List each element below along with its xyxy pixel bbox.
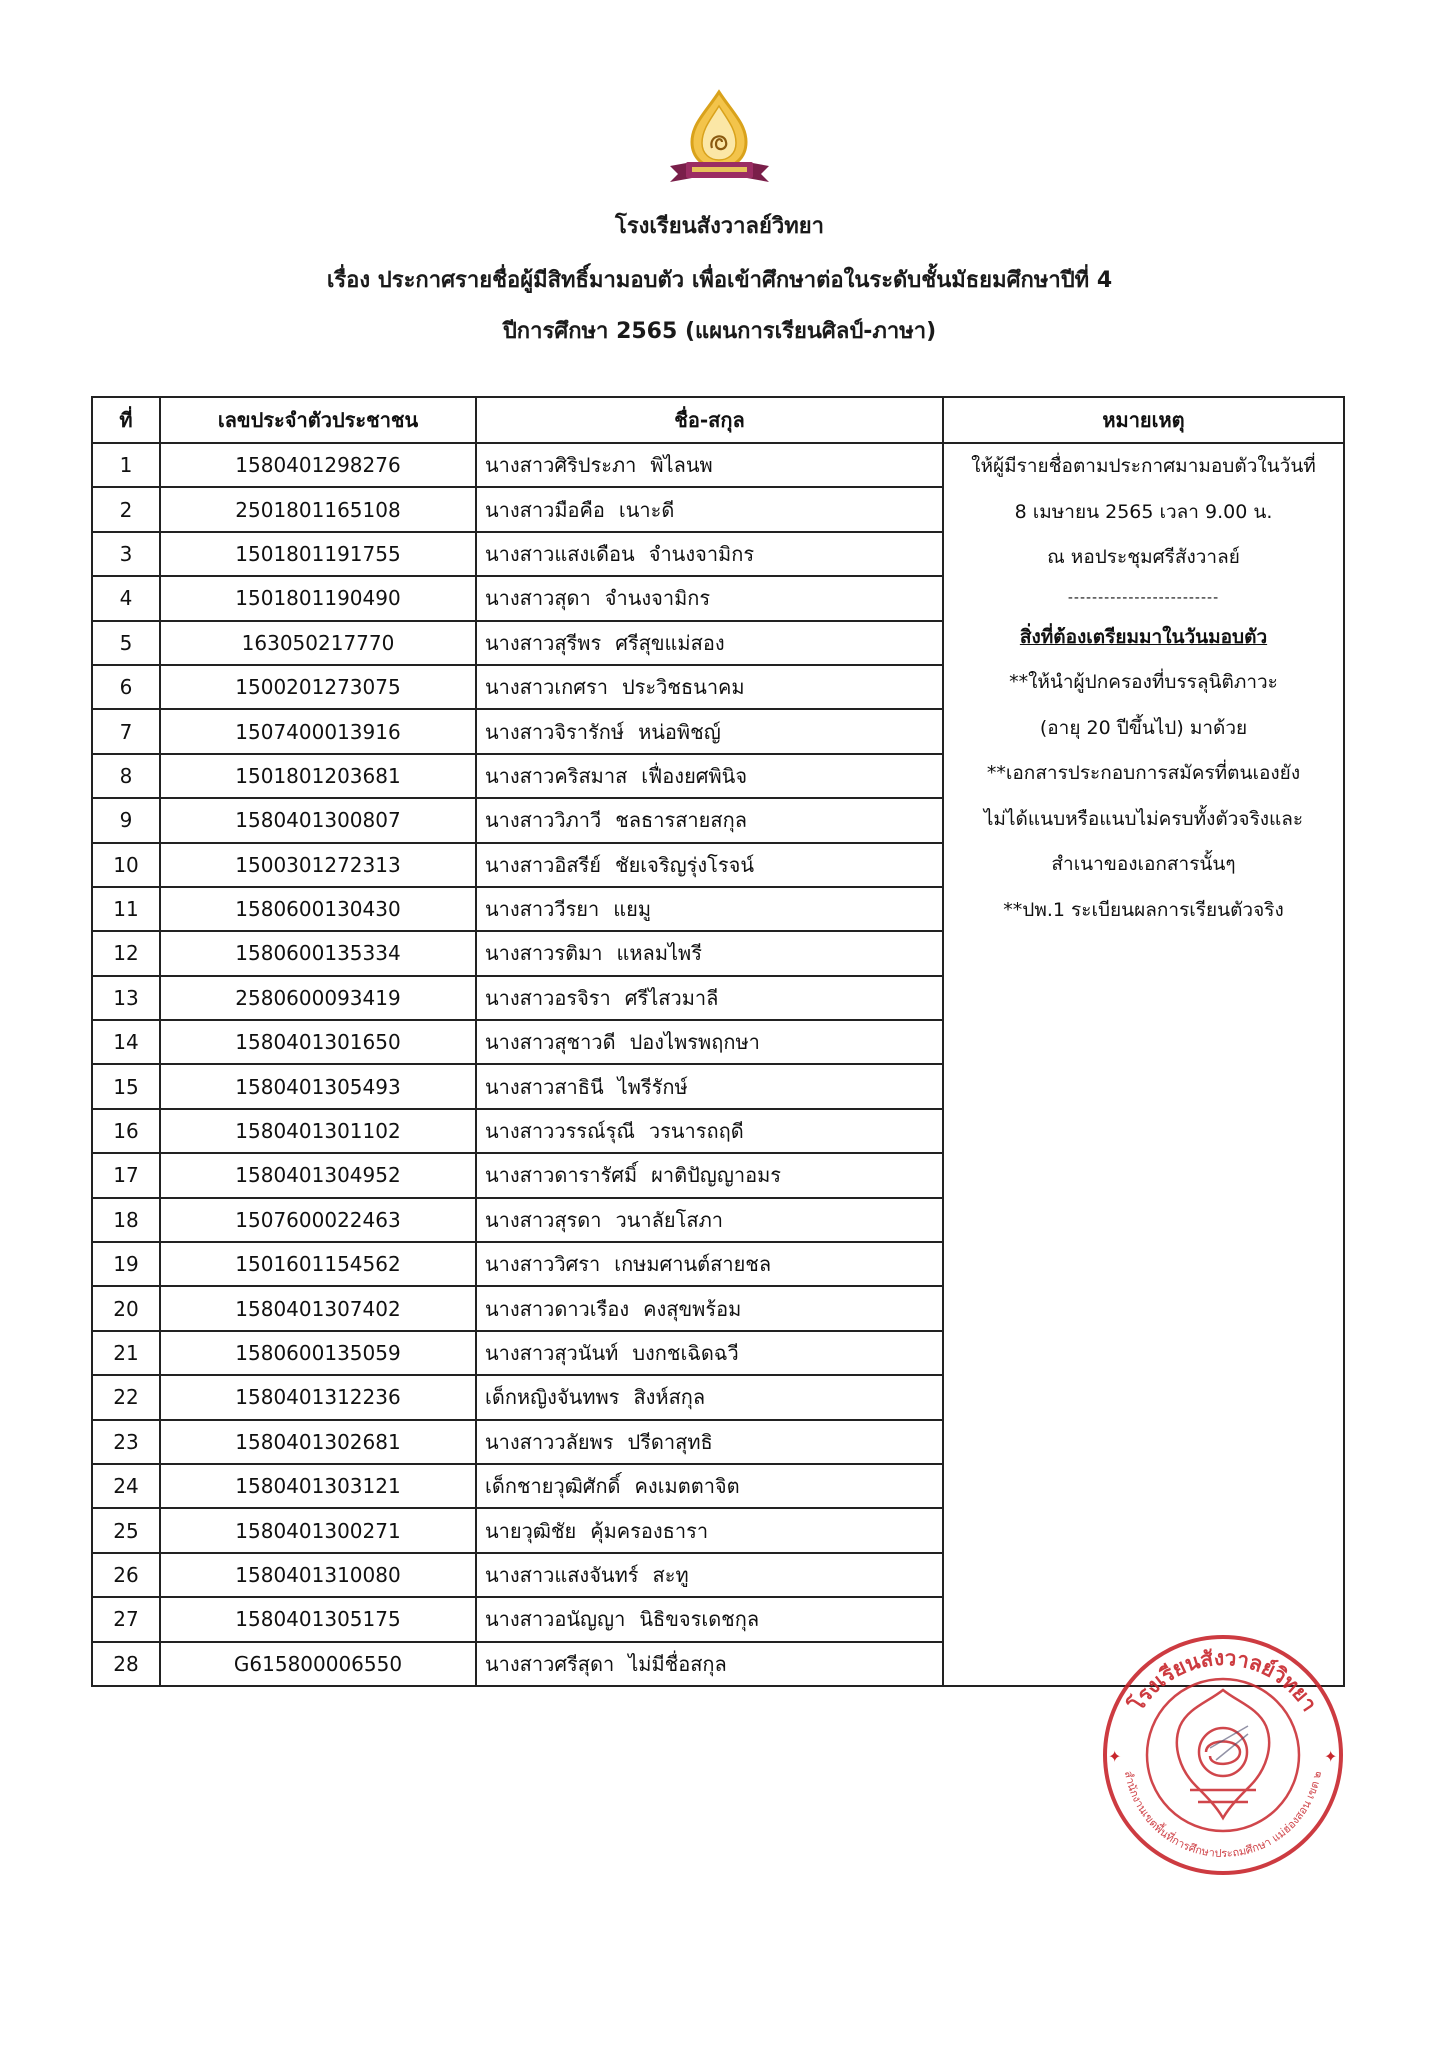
first-name: นางสาวอนัญญา [485, 1607, 626, 1632]
student-name [476, 532, 943, 576]
citizen-id: 1500301272313 [160, 843, 476, 887]
last-name: เนาะดี [618, 497, 675, 522]
remark-line-3: ณ หอประชุมศรีสังวาลย์ [1047, 546, 1240, 568]
remark-separator: ------------------------- [1067, 589, 1220, 606]
first-name: นางสาวสุชาวดี [485, 1030, 616, 1055]
row-number: 25 [92, 1508, 160, 1552]
svg-text:✦: ✦ [1108, 1747, 1122, 1766]
last-name: เกษมศานต์สายชล [614, 1252, 772, 1277]
citizen-id: 1580401302681 [160, 1420, 476, 1464]
first-name: นางสาวดารารัศมิ์ [485, 1163, 638, 1188]
citizen-id: 1501801203681 [160, 754, 476, 798]
citizen-id: G615800006550 [160, 1642, 476, 1686]
student-name [476, 576, 943, 620]
student-name [476, 976, 943, 1020]
first-name: นางสาวรติมา [485, 941, 603, 966]
row-number: 24 [92, 1464, 160, 1508]
remark-item-1a: **ให้นำผู้ปกครองที่บรรลุนิติภาวะ [1009, 671, 1278, 693]
row-number: 5 [92, 621, 160, 665]
last-name: วรนารถฤดี [648, 1119, 744, 1144]
last-name: ศรีไสวมาลี [624, 985, 719, 1010]
first-name: นางสาวศรีสุดา [485, 1651, 615, 1676]
first-name: นางสาวอรจิรา [485, 985, 611, 1010]
last-name: ปองไพรพฤกษา [629, 1030, 760, 1055]
table-body [92, 443, 1344, 1686]
student-name [476, 621, 943, 665]
first-name: นางสาวคริสมาส [485, 763, 628, 788]
first-name: นางสาวดาวเรือง [485, 1296, 630, 1321]
row-number: 7 [92, 709, 160, 753]
student-name [476, 443, 943, 487]
remark-line-1: ให้ผู้มีรายชื่อตามประกาศมามอบตัวในวันที่ [971, 455, 1316, 477]
student-name [476, 1597, 943, 1641]
row-number: 3 [92, 532, 160, 576]
student-name [476, 843, 943, 887]
row-number: 20 [92, 1286, 160, 1330]
last-name: บงกชเฉิดฉวี [632, 1341, 739, 1365]
row-number: 10 [92, 843, 160, 887]
student-name [476, 1331, 943, 1375]
citizen-id: 1580401300807 [160, 798, 476, 842]
student-name [476, 1553, 943, 1597]
student-name [476, 1464, 943, 1508]
last-name: ไพรีรักษ์ [617, 1074, 688, 1099]
student-name [476, 1286, 943, 1330]
citizen-id: 1501801191755 [160, 532, 476, 576]
first-name: นางสาววิภาวี [485, 808, 602, 833]
first-name: นางสาวสุรดา [485, 1207, 602, 1232]
citizen-id: 2501801165108 [160, 487, 476, 531]
row-number: 14 [92, 1020, 160, 1064]
citizen-id: 1580401300271 [160, 1508, 476, 1552]
column-header-name: ชื่อ-สกุล [476, 397, 943, 443]
row-number: 28 [92, 1642, 160, 1686]
last-name: ชัยเจริญรุ่งโรจน์ [615, 852, 755, 877]
citizen-id: 1580401304952 [160, 1153, 476, 1197]
last-name: ผาติปัญญาอมร [651, 1163, 782, 1188]
citizen-id: 1500201273075 [160, 665, 476, 709]
official-seal-icon [1098, 1630, 1348, 1880]
first-name: นางสาววลัยพร [485, 1429, 614, 1454]
last-name: สิงห์สกุล [633, 1385, 706, 1410]
first-name: นางสาววรรณ์รุณี [485, 1119, 635, 1144]
citizen-id: 1580600135059 [160, 1331, 476, 1375]
first-name: นางสาวสุดา [485, 586, 591, 611]
last-name: จำนงจามิกร [648, 541, 755, 566]
remark-item-2b: ไม่ได้แนบหรือแนบไม่ครบทั้งตัวจริงและ [983, 807, 1304, 830]
student-name [476, 1375, 943, 1419]
citizen-id: 163050217770 [160, 621, 476, 665]
school-logo-icon [662, 88, 777, 188]
student-name [476, 1020, 943, 1064]
student-name [476, 1242, 943, 1286]
column-header-id: เลขประจำตัวประชาชน [160, 397, 476, 443]
row-number: 12 [92, 931, 160, 975]
row-number: 8 [92, 754, 160, 798]
student-name [476, 1153, 943, 1197]
student-name [476, 887, 943, 931]
student-name [476, 709, 943, 753]
student-name [476, 1198, 943, 1242]
student-name [476, 1109, 943, 1153]
first-name: นางสาวเกศรา [485, 675, 608, 700]
table-header-row [92, 397, 1344, 443]
first-name: นางสาววีรยา [485, 897, 600, 922]
last-name: แหลมไพรี [616, 941, 702, 966]
first-name: นางสาวแสงเดือน [485, 541, 635, 566]
student-name [476, 1064, 943, 1108]
row-number: 15 [92, 1064, 160, 1108]
row-number: 23 [92, 1420, 160, 1464]
svg-text:สำนักงานเขตพื้นที่การศึกษาประถ: สำนักงานเขตพื้นที่การศึกษาประถมศึกษา แม่ฮ่องสอน เขต ๒ [1121, 1769, 1325, 1861]
row-number: 13 [92, 976, 160, 1020]
last-name: ปรีดาสุทธิ [627, 1429, 713, 1454]
first-name: นางสาวศิริประภา [485, 453, 637, 478]
last-name: คงเมตตาจิต [634, 1474, 740, 1499]
last-name: แยมู [613, 897, 652, 922]
last-name: หน่อพิชญ์ [638, 719, 721, 744]
remark-line-2: 8 เมษายน 2565 เวลา 9.00 น. [1014, 500, 1273, 523]
student-name [476, 487, 943, 531]
row-number: 4 [92, 576, 160, 620]
student-name [476, 754, 943, 798]
student-name [476, 931, 943, 975]
school-name: โรงเรียนสังวาลย์วิทยา [615, 214, 824, 239]
first-name: นางสาวอิสรีย์ [485, 852, 602, 877]
remarks-cell [943, 443, 1344, 1686]
citizen-id: 1580401305175 [160, 1597, 476, 1641]
row-number: 17 [92, 1153, 160, 1197]
citizen-id: 1580401307402 [160, 1286, 476, 1330]
column-header-remark: หมายเหตุ [943, 397, 1344, 443]
student-name [476, 1508, 943, 1552]
column-header-no: ที่ [92, 397, 160, 443]
citizen-id: 1580401301102 [160, 1109, 476, 1153]
last-name: วนาลัยโสภา [615, 1207, 723, 1232]
row-number: 21 [92, 1331, 160, 1375]
last-name: ไม่มีชื่อสกุล [628, 1651, 727, 1676]
last-name: จำนงจามิกร [604, 586, 711, 611]
citizen-id: 1501601154562 [160, 1242, 476, 1286]
table-row [92, 443, 1344, 487]
citizen-id: 1580401305493 [160, 1064, 476, 1108]
first-name: นายวุฒิชัย [485, 1518, 577, 1543]
student-name [476, 1420, 943, 1464]
citizen-id: 1580600130430 [160, 887, 476, 931]
last-name: เฟื่องยศพินิจ [641, 763, 748, 788]
last-name: ชลธารสายสกุล [615, 808, 747, 833]
citizen-id: 1580600135334 [160, 931, 476, 975]
first-name: นางสาวสุวนันท์ [485, 1341, 619, 1365]
citizen-id: 1580401312236 [160, 1375, 476, 1419]
row-number: 16 [92, 1109, 160, 1153]
citizen-id: 1507400013916 [160, 709, 476, 753]
last-name: นิธิขจรเดชกุล [639, 1607, 760, 1632]
citizen-id: 1580401301650 [160, 1020, 476, 1064]
last-name: คุ้มครองธารา [590, 1518, 709, 1543]
citizen-id: 2580600093419 [160, 976, 476, 1020]
first-name: นางสาวจิรารักษ์ [485, 719, 625, 744]
row-number: 18 [92, 1198, 160, 1242]
citizen-id: 1580401303121 [160, 1464, 476, 1508]
remark-checklist-title: สิ่งที่ต้องเตรียมมาในวันมอบตัว [1019, 625, 1268, 648]
row-number: 19 [92, 1242, 160, 1286]
first-name: เด็กหญิงจันทพร [485, 1385, 620, 1410]
first-name: นางสาวสาธินี [485, 1074, 604, 1099]
student-name [476, 1642, 943, 1686]
last-name: คงสุขพร้อม [643, 1296, 742, 1321]
row-number: 22 [92, 1375, 160, 1419]
first-name: เด็กชายวุฒิศักดิ์ [485, 1474, 621, 1499]
last-name: ศรีสุขแม่สอง [615, 630, 725, 655]
last-name: พิไลนพ [650, 453, 713, 478]
announcement-subject: เรื่อง ประกาศรายชื่อผู้มีสิทธิ์มามอบตัว เพื่อเข้าศึกษาต่อในระดับชั้นมัธยมศึกษาปีที่ 4 [326, 268, 1113, 293]
svg-text:โรงเรียนสังวาลย์วิทยา: โรงเรียนสังวาลย์วิทยา [1124, 1645, 1322, 1716]
row-number: 2 [92, 487, 160, 531]
student-name [476, 665, 943, 709]
student-name [476, 798, 943, 842]
citizen-id: 1580401298276 [160, 443, 476, 487]
last-name: สะทู [652, 1562, 689, 1587]
first-name: นางสาวสุรีพร [485, 630, 602, 655]
student-roster-table [91, 396, 1345, 1687]
remark-item-2c: สำเนาของเอกสารนั้นๆ [1051, 853, 1236, 875]
svg-text:✦: ✦ [1324, 1747, 1338, 1766]
remark-item-3: **ปพ.1 ระเบียนผลการเรียนตัวจริง [1003, 898, 1284, 921]
last-name: ประวิชธนาคม [621, 675, 745, 700]
first-name: นางสาวมือคือ [485, 497, 605, 522]
citizen-id: 1507600022463 [160, 1198, 476, 1242]
academic-year: ปีการศึกษา 2565 (แผนการเรียนศิลป์-ภาษา) [502, 319, 937, 344]
citizen-id: 1501801190490 [160, 576, 476, 620]
row-number: 6 [92, 665, 160, 709]
row-number: 26 [92, 1553, 160, 1597]
row-number: 9 [92, 798, 160, 842]
row-number: 27 [92, 1597, 160, 1641]
row-number: 1 [92, 443, 160, 487]
row-number: 11 [92, 887, 160, 931]
remark-item-1b: (อายุ 20 ปีขึ้นไป) มาด้วย [1039, 716, 1248, 739]
remark-item-2a: **เอกสารประกอบการสมัครที่ตนเองยัง [986, 762, 1301, 784]
first-name: นางสาววิศรา [485, 1252, 601, 1277]
citizen-id: 1580401310080 [160, 1553, 476, 1597]
first-name: นางสาวแสงจันทร์ [485, 1562, 639, 1587]
